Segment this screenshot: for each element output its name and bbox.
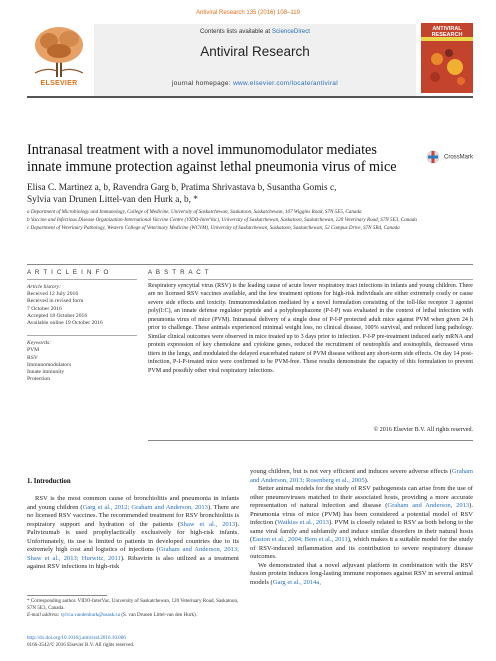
info-divider xyxy=(27,327,137,336)
text-run: ). PVM is closely related to RSV as both belong to the same viral family and subfamily and induce similar disorders in their natural hosts ( xyxy=(250,519,473,543)
text-run: ). Pneumonia virus of mice (PVM) has been considered a potential model of RSV infection ( xyxy=(250,502,473,526)
doi-link[interactable]: http://dx.doi.org/10.1016/j.antiviral.2016.10.006 xyxy=(27,635,126,641)
abstract-heading: A B S T R A C T xyxy=(148,269,210,276)
affiliation-b: b Vaccine and Infectious Disease Organization-International Vaccine Centre (VIDO-InterVac), University of Saskatchewan, Saskatoon, Saskatchewan, 120 Veterinary Road, S7N 5E3, Canada xyxy=(27,217,417,224)
keyword: Protection xyxy=(27,376,50,383)
article-title: Intranasal treatment with a novel immunomodulator mediates innate immune protection against lethal pneumonia virus of mice xyxy=(27,142,397,175)
text-run: ). xyxy=(364,476,369,484)
body-right-column xyxy=(250,468,473,587)
citation-link[interactable]: Garg et al., 2014a, xyxy=(272,578,321,586)
citation-link[interactable]: Graham and Anderson, 2013 xyxy=(387,502,470,509)
article-info-heading: A R T I C L E I N F O xyxy=(27,269,110,276)
body-left-column xyxy=(27,495,239,572)
crossmark-label: CrossMark xyxy=(444,154,474,161)
homepage-prefix: journal homepage: xyxy=(172,80,234,87)
history-label: Article history: xyxy=(27,284,62,290)
text-run: ). Ribavirin is also utilized as a treatment against RSV infections in high-risk xyxy=(27,554,239,570)
keyword: Immunomodulators xyxy=(27,361,72,368)
crossmark-icon xyxy=(426,149,440,165)
journal-homepage xyxy=(94,80,416,87)
citation-link[interactable]: Easton et al., 2004; Bem et al., 2011 xyxy=(252,536,348,543)
text-run: Better animal models for the study of RSV pathogenesis can arise from the use of other pneumoviruses matched to their associated hosts, providing a more accurate representation of natural infection and disease ( xyxy=(250,485,473,509)
keywords-label: Keywords: xyxy=(27,340,52,347)
footnote-rule xyxy=(27,595,107,596)
history-item: Available online 19 October 2016 xyxy=(27,320,103,327)
journal-title: Antiviral Research xyxy=(200,44,310,59)
page-footer xyxy=(27,635,239,649)
sciencedirect-link[interactable]: ScienceDirect xyxy=(271,28,311,35)
text-run: ), which makes it a suitable model for the study of RSV-induced inflammation and its contribution to severe respiratory disease outcomes. xyxy=(250,536,473,560)
abstract-end-rule xyxy=(148,440,473,441)
body-paragraph xyxy=(250,485,473,562)
history-item: Received in revised form xyxy=(27,298,84,305)
citation-link[interactable]: Garg et al., 2012; Graham and Anderson, 2013 xyxy=(82,503,208,511)
history-item: Accepted 18 October 2016 xyxy=(27,312,88,319)
email-link[interactable]: sylvia.vandenhurk@usask.ca xyxy=(60,611,121,618)
author-list xyxy=(27,182,467,206)
keyword: Innate immunity xyxy=(27,369,65,376)
text-run: young children, but is not very efficient and induces severe adverse effects ( xyxy=(250,468,452,475)
keyword: RSV xyxy=(27,354,38,361)
affiliation-c: c Department of Veterinary Pathology, Western College of Veterinary Medicine (WCVM), University of Saskatchewan, Saskatoon, Saskatchewan, 52 Campus Drive, S7N 5B4, Canada xyxy=(27,225,400,232)
text-run: We demonstrated that a novel adjuvant platform in combination with the RSV fusion protein induces long-lasting immune responses against RSV in several animal models ( xyxy=(250,561,473,586)
info-rule xyxy=(27,279,137,280)
issn-line: 0166-3542/© 2016 Elsevier B.V. All rights reserved. xyxy=(27,641,135,648)
abstract-text: Respiratory syncytial virus (RSV) is the leading cause of acute lower respiratory tract infections in infants and young children. There are no licensed RSV vaccines available, and the few treatment options for high-risk individuals are either extremely costly or cause severe side effects and toxicity. Immunomodulation mediated by a novel formulation consisting of the toll-like receptor 3 agonist poly(I:C), an innate defense regulator peptide and a polyphosphazene (P-I-P) was evaluated in the context of lethal infection with pneumonia virus of mice (PVM). Intranasal delivery of a single dose of P-I-P protected adult mice against PVM when given 24 h prior to challenge. These animals experienced minimal weight loss, no clinical disease, 100% survival, and reduced lung pathology. Similar clinical outcomes were observed in mice treated up to 3 days prior to infection. P-I-P pre-treatment induced early mRNA and protein expression of key chemokine and cytokine genes, reduced the recruitment of neutrophils and eosinophils, decreased virus titers in the lungs, and modulated the delayed exacerbated nature of PVM disease without any short-term side effects. On day 14 post-infection, P-I-P-treated mice were confirmed to be PVM-free. These results demonstrate the capacity of this formulation to prevent PVM and possibly other viral respiratory infections. xyxy=(148,283,473,374)
body-paragraph xyxy=(250,468,473,485)
text-run: ). There are no licensed RSV vaccines. The recommended treatment for RSV bronchiolitis is respiratory support and hydration of the patients ( xyxy=(27,503,239,528)
crossmark-badge[interactable] xyxy=(426,148,474,166)
footnotes xyxy=(27,598,239,618)
article-info xyxy=(27,284,137,383)
footnote-email xyxy=(27,612,239,619)
contents-prefix: Contents lists available at xyxy=(199,28,272,35)
text-run: RSV is the most common cause of bronchiolitis and pneumonia in infants and young children ( xyxy=(27,495,239,511)
citation-link[interactable]: Shaw et al., 2013 xyxy=(180,520,236,528)
elsevier-tree-icon xyxy=(27,23,91,79)
publisher-name: ELSEVIER xyxy=(40,80,78,87)
affiliations xyxy=(27,209,473,234)
body-paragraph xyxy=(250,562,473,588)
header-rule xyxy=(27,96,473,98)
citation-link[interactable]: Graham and Anderson, 2013; Shaw et al., 2013; Hurwitz, 2011 xyxy=(27,546,239,562)
abstract-copyright: © 2016 Elsevier B.V. All rights reserved. xyxy=(373,427,473,433)
body-paragraph xyxy=(27,495,239,572)
authors-line-2: Sylvia van Drunen Littel-van den Hurk a, b, * xyxy=(27,195,198,205)
section-rule xyxy=(27,264,473,265)
history-item: Received 12 July 2016 xyxy=(27,291,79,298)
running-reference[interactable]: Antiviral Research 135 (2016) 108–119 xyxy=(196,10,300,16)
citation-link[interactable]: Graham and Anderson, 2013; Rosenberg et al., 2005 xyxy=(250,468,473,484)
keyword: PVM xyxy=(27,347,40,354)
affiliation-a: a Department of Microbiology and Immunology, College of Medicine, University of Saskatchewan, Saskatoon, Saskatchewan, 107 Wiggins Road, S7N 5E5, Canada xyxy=(27,209,362,215)
history-item: 7 October 2016 xyxy=(27,305,62,312)
abstract-rule xyxy=(148,279,473,280)
footnote-corresponding: * Corresponding author. VIDO-InterVac, University of Saskatchewan, 120 Veterinary Road, Saskatoon, S7N 5E3, Canada. xyxy=(27,598,239,611)
authors-line-1: Elisa C. Martinez a, b, Ravendra Garg b, Pratima Shrivastava b, Susantha Gomis c, xyxy=(27,183,337,193)
email-owner: (S. van Drunen Littel-van den Hurk). xyxy=(120,611,198,618)
homepage-link[interactable]: www.elsevier.com/locate/antiviral xyxy=(233,80,338,87)
section-heading-introduction: 1. Introduction xyxy=(27,478,71,485)
email-label: E-mail address: xyxy=(27,611,61,618)
text-run: ). Palivizumab is used prophylactically exclusively for high-risk infants. Unfortunately, its use is limited to patients in developed countries due to its extremely high cost and logistics of injections ( xyxy=(27,520,240,553)
cover-title: ANTIVIRAL RESEARCH xyxy=(431,26,463,38)
citation-link[interactable]: Watkiss et al., 2013 xyxy=(277,519,329,526)
contents-line xyxy=(94,28,416,35)
